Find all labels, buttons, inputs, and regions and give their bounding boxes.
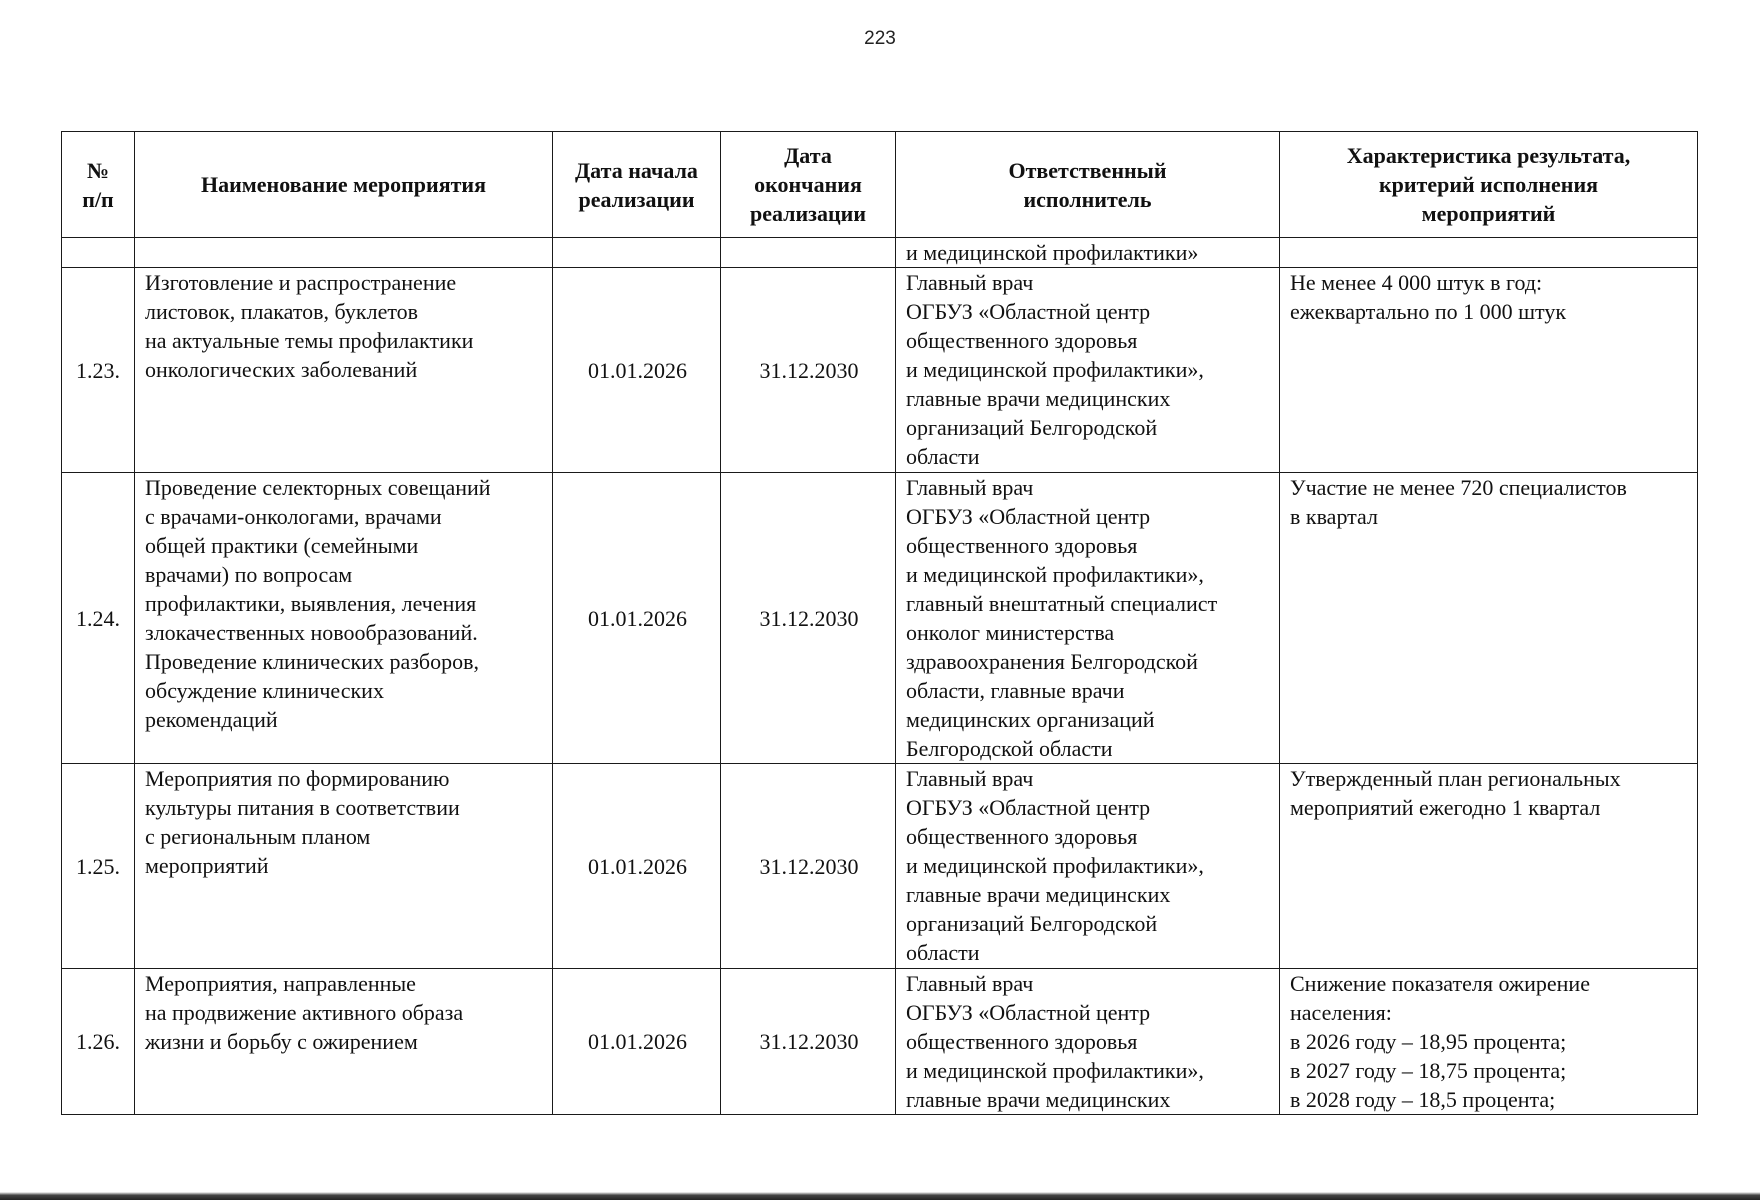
row-responsible: Главный врач ОГБУЗ «Областной центр общественного здоровья и медицинской профилактики», главные врачи медицинских (896, 969, 1280, 1115)
row-start-date: 01.01.2026 (553, 268, 721, 473)
table-row (62, 473, 1698, 764)
header-responsible: Ответственный исполнитель (896, 132, 1280, 238)
header-start-date: Дата начала реализации (553, 132, 721, 238)
row-name: Мероприятия по формированию культуры питания в соответствии с региональным планом мероприятий (135, 764, 553, 969)
table-row (62, 969, 1698, 1115)
row-responsible: Главный врач ОГБУЗ «Областной центр общественного здоровья и медицинской профилактики», главные врачи медицинских организаций Белгородской области (896, 268, 1280, 473)
row-result: Снижение показателя ожирение населения: в 2026 году – 18,95 процента; в 2027 году – 18,75 процента; в 2028 году – 18,5 процента; (1280, 969, 1698, 1115)
row-responsible: Главный врач ОГБУЗ «Областной центр общественного здоровья и медицинской профилактики», главный внештатный специалист онколог министерства здравоохранения Белгородской области, главные врачи медицинских организаций Белгородской области (896, 473, 1280, 764)
row-num: 1.25. (62, 764, 135, 969)
row-end-date: 31.12.2030 (721, 268, 896, 473)
row-name: Изготовление и распространение листовок, плакатов, буклетов на актуальные темы профилактики онкологических заболеваний (135, 268, 553, 473)
continuation-row (62, 238, 1698, 268)
row-result: Утвержденный план региональных мероприятий ежегодно 1 квартал (1280, 764, 1698, 969)
cont-start (553, 238, 721, 268)
row-end-date: 31.12.2030 (721, 473, 896, 764)
header-row (62, 132, 1698, 238)
table-row (62, 268, 1698, 473)
header-end-date: Дата окончания реализации (721, 132, 896, 238)
row-result: Участие не менее 720 специалистов в квартал (1280, 473, 1698, 764)
activities-table (61, 131, 1698, 1115)
scan-bottom-edge (0, 1192, 1760, 1200)
table-row (62, 764, 1698, 969)
row-name: Мероприятия, направленные на продвижение активного образа жизни и борьбу с ожирением (135, 969, 553, 1115)
row-start-date: 01.01.2026 (553, 969, 721, 1115)
row-end-date: 31.12.2030 (721, 764, 896, 969)
row-end-date: 31.12.2030 (721, 969, 896, 1115)
row-start-date: 01.01.2026 (553, 764, 721, 969)
row-num: 1.24. (62, 473, 135, 764)
cont-end (721, 238, 896, 268)
row-num: 1.26. (62, 969, 135, 1115)
header-name: Наименование мероприятия (135, 132, 553, 238)
cont-name (135, 238, 553, 268)
header-num: № п/п (62, 132, 135, 238)
row-num: 1.23. (62, 268, 135, 473)
cont-result (1280, 238, 1698, 268)
header-result: Характеристика результата, критерий исполнения мероприятий (1280, 132, 1698, 238)
row-result: Не менее 4 000 штук в год: ежеквартально по 1 000 штук (1280, 268, 1698, 473)
row-start-date: 01.01.2026 (553, 473, 721, 764)
cont-responsible: и медицинской профилактики» (896, 238, 1280, 268)
row-responsible: Главный врач ОГБУЗ «Областной центр общественного здоровья и медицинской профилактики», главные врачи медицинских организаций Белгородской области (896, 764, 1280, 969)
cont-num (62, 238, 135, 268)
row-name: Проведение селекторных совещаний с врачами-онкологами, врачами общей практики (семейными врачами) по вопросам профилактики, выявления, лечения злокачественных новообразований. Проведение клинических разборов, обсуждение клинических рекомендаций (135, 473, 553, 764)
page-number: 223 (864, 28, 896, 49)
